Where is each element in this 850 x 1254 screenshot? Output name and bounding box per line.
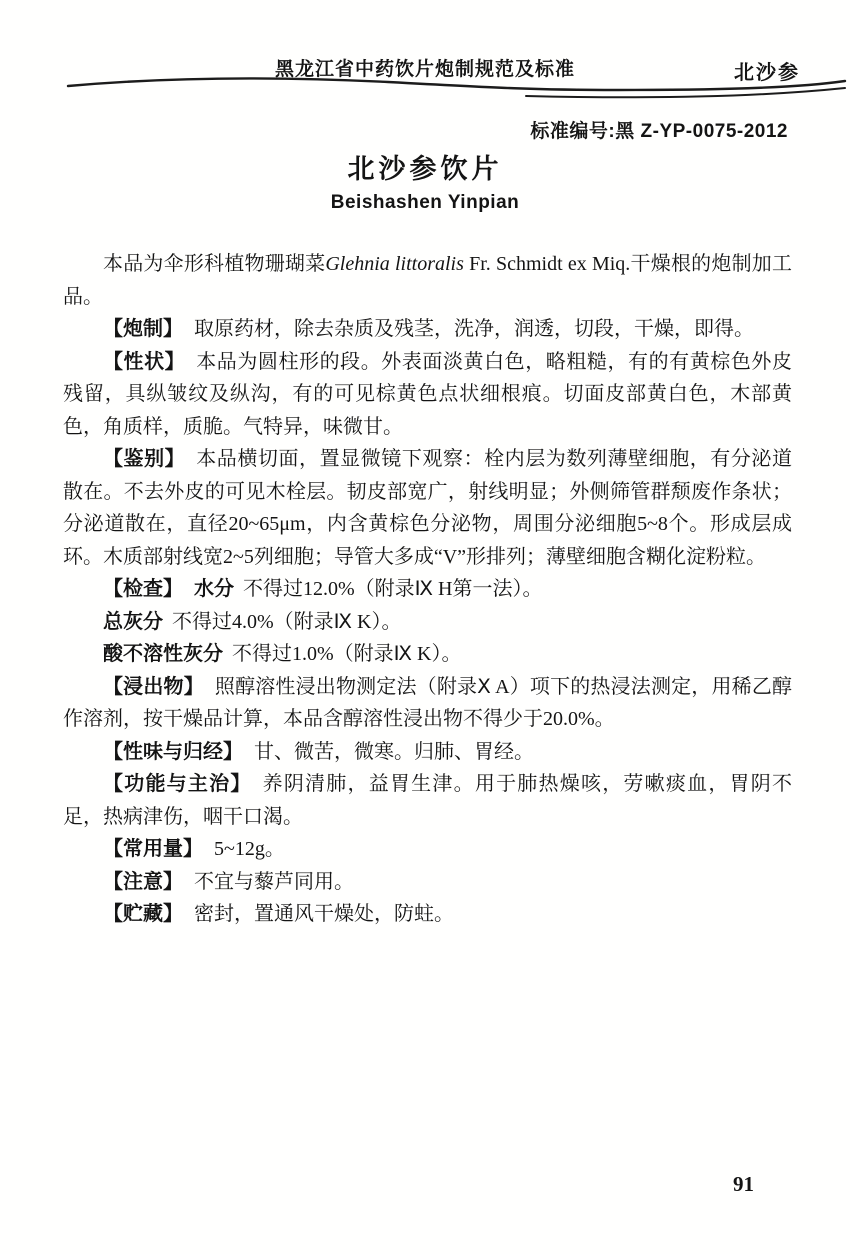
latin-name-italic: Glehnia littoralis bbox=[325, 253, 464, 275]
section-text-jinchuwu: 照醇溶性浸出物测定法（附录Ⅹ A）项下的热浸法测定，用稀乙醇作溶剂，按干燥品计算，本品含醇溶性浸出物不得少于20.0%。 bbox=[63, 675, 793, 730]
section-label-zhuyi: 【注意】 bbox=[103, 870, 183, 893]
para-suanhuifen bbox=[63, 638, 792, 671]
section-text-paozhi: 取原药材，除去杂质及残茎，洗净，润透，切段，干燥，即得。 bbox=[194, 318, 754, 340]
para-zhuyi bbox=[63, 866, 792, 899]
document-body bbox=[63, 248, 792, 931]
header-rule bbox=[58, 72, 848, 100]
section-label-changyongliang: 【常用量】 bbox=[103, 838, 203, 860]
sub-label-shuifen: 水分 bbox=[194, 578, 234, 600]
sub-label-suanhuifen: 酸不溶性灰分 bbox=[103, 643, 223, 665]
section-text-xingwei: 甘、微苦，微寒。归肺、胃经。 bbox=[254, 740, 534, 763]
section-label-jiancha: 【检查】 bbox=[103, 578, 183, 600]
page-title: 北沙参饮片 bbox=[347, 154, 503, 184]
header-book-title: 黑龙江省中药饮片炮制规范及标准 bbox=[274, 59, 575, 80]
para-zonghuifen bbox=[63, 606, 792, 639]
section-label-jinchuwu: 【浸出物】 bbox=[103, 675, 204, 698]
header-herb-name: 北沙参 bbox=[734, 62, 800, 84]
intro-text-post: 干燥根的炮制加工品。 bbox=[63, 253, 793, 308]
section-label-xingwei: 【性味与归经】 bbox=[103, 740, 243, 763]
section-label-jianbie: 【鉴别】 bbox=[103, 448, 186, 470]
para-changyongliang bbox=[63, 833, 792, 866]
section-text-suanhuifen: 不得过1.0%（附录Ⅸ K）。 bbox=[232, 643, 462, 665]
section-text-jianbie: 本品横切面，置显微镜下观察：栓内层为数列薄壁细胞，有分泌道散在。不去外皮的可见木栓层。韧皮部宽广，射线明显；外侧筛管群颓废作条状；分泌道散在，直径20~65μm，内含黄棕色分泌物，周围分泌细胞5~8个。形成层成环。木质部射线宽2~5列细胞；导管大多成“V”形排列；薄壁细胞含糊化淀粉粒。 bbox=[63, 448, 792, 568]
para-zhucang bbox=[63, 898, 792, 931]
section-text-changyongliang: 5~12g。 bbox=[214, 838, 285, 860]
section-label-gongneng: 【功能与主治】 bbox=[103, 773, 252, 795]
section-text-zhucang: 密封，置通风干燥处，防蛀。 bbox=[194, 903, 454, 925]
para-xingzhuang bbox=[63, 346, 792, 444]
para-paozhi bbox=[63, 313, 792, 346]
para-xingwei bbox=[63, 736, 792, 769]
latin-name-author: Fr. Schmidt ex Miq. bbox=[463, 253, 631, 275]
section-label-zhucang: 【贮藏】 bbox=[103, 903, 183, 925]
sub-label-zonghuifen: 总灰分 bbox=[103, 610, 163, 633]
standard-number: 标准编号:黑 Z-YP-0075-2012 bbox=[530, 121, 788, 142]
pinyin-subtitle: Beishashen Yinpian bbox=[330, 192, 520, 213]
section-label-xingzhuang: 【性状】 bbox=[103, 350, 186, 373]
intro-text-pre: 本品为伞形科植物珊瑚菜 bbox=[103, 253, 326, 275]
section-label-paozhi: 【炮制】 bbox=[103, 318, 183, 340]
para-gongneng bbox=[63, 768, 792, 833]
section-text-gongneng: 养阴清肺，益胃生津。用于肺热燥咳，劳嗽痰血，胃阴不足，热病津伤，咽干口渴。 bbox=[63, 773, 793, 828]
section-text-zhuyi: 不宜与藜芦同用。 bbox=[194, 870, 354, 893]
para-jinchuwu bbox=[63, 671, 792, 736]
section-text-jiancha: 不得过12.0%（附录Ⅸ H第一法）。 bbox=[243, 578, 543, 600]
para-intro bbox=[63, 248, 792, 313]
para-jianbie bbox=[63, 443, 792, 573]
section-text-xingzhuang: 本品为圆柱形的段。外表面淡黄白色，略粗糙，有的有黄棕色外皮残留，具纵皱纹及纵沟，有的可见棕黄色点状细根痕。切面皮部黄白色，木部黄色，角质样，质脆。气特异，味微甘。 bbox=[63, 350, 792, 438]
section-text-zonghuifen: 不得过4.0%（附录Ⅸ K）。 bbox=[172, 610, 402, 633]
para-jiancha bbox=[63, 573, 792, 606]
page-number: 91 bbox=[733, 1172, 754, 1196]
